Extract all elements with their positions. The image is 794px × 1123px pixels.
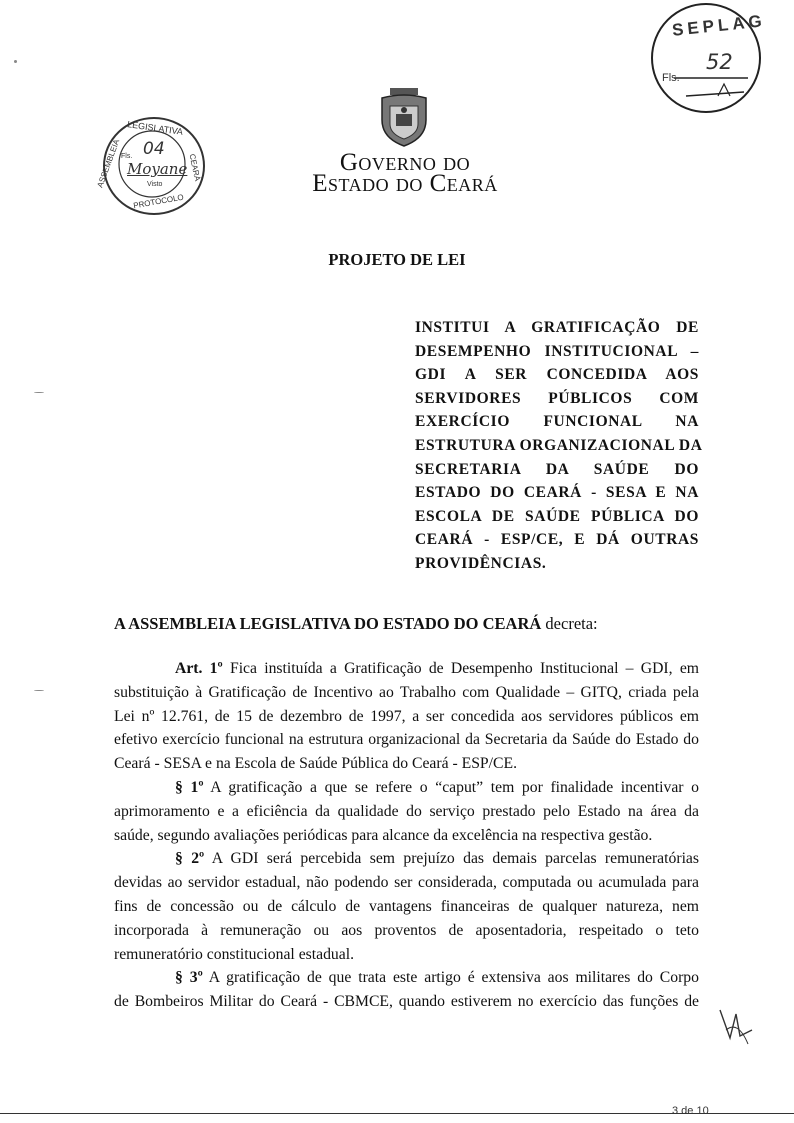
paragraph-1-line: aprimoramento e a eficiência da qualidade do serviço prestado pelo Estado na área da	[114, 802, 699, 820]
seplag-stamp-fls-label: Fls.	[662, 72, 680, 84]
government-header-line2: Estado do Ceará	[312, 170, 498, 197]
paragraph-3-label: § 3º	[175, 969, 203, 987]
seplag-stamp-fls-number: 52	[706, 50, 733, 74]
ementa-line: GDI A SER CONCEDIDA AOS	[415, 366, 699, 384]
paragraph-2-first-line	[114, 847, 699, 871]
protocol-stamp-visto-label: Visto	[147, 181, 163, 188]
margin-mark	[34, 690, 44, 691]
paragraph-2-line: remuneratório constitucional estadual.	[114, 945, 355, 963]
paragraph-1-label: § 1º	[175, 778, 204, 796]
protocol-stamp-ring-right: CEARÁ	[187, 153, 203, 182]
margin-mark	[34, 392, 44, 393]
protocol-stamp-ring-left: ASSEMBLEIA	[95, 138, 122, 189]
protocol-stamp-fls-number: 04	[143, 139, 165, 159]
ementa-line: ESTRUTURA ORGANIZACIONAL DA	[415, 436, 703, 454]
protocol-stamp-ring-top: LEGISLATIVA	[126, 119, 184, 137]
ementa-line: EXERCÍCIO FUNCIONAL NA	[415, 413, 699, 431]
paragraph-1-first-line	[114, 776, 699, 800]
ementa-line: INSTITUI A GRATIFICAÇÃO DE	[415, 319, 699, 336]
document-title: PROJETO DE LEI	[328, 250, 466, 269]
seplag-stamp	[650, 2, 767, 114]
paragraph-1	[114, 776, 699, 847]
paragraph-2-line: devidas ao servidor estadual, não podendo ser considerada, computada ou acumulada para	[114, 874, 699, 892]
protocol-stamp-signature: Moyane	[127, 160, 188, 178]
margin-mark	[14, 60, 17, 63]
paragraph-3-line: de Bombeiros Militar do Ceará - CBMCE, quando estiverem no exercício das funções de	[114, 993, 699, 1011]
paragraph-3-text: A gratificação de que trata este artigo é extensiva aos militares do Corpo	[202, 969, 699, 987]
article-1-line: Lei nº 12.761, de 15 de dezembro de 1997, a ser concedida aos servidores públicos em	[114, 707, 699, 725]
paragraph-2-line: fins de concessão ou de cálculo de vantagens financeiras de qualquer natureza, nem	[114, 897, 699, 915]
article-1-line: efetivo exercício funcional na estrutura organizacional da Secretaria da Saúde do Estado do	[114, 731, 699, 749]
government-header-second	[287, 170, 523, 198]
protocol-stamp-ring-bottom: PROTOCOLO	[132, 192, 185, 211]
enacting-clause	[114, 614, 598, 634]
paragraph-2-line: incorporada à remuneração ou aos proventos de aposentadoria, respeitado o teto	[114, 921, 699, 939]
protocol-stamp	[95, 117, 205, 215]
ementa-line: PROVIDÊNCIAS.	[415, 554, 547, 572]
paragraph-1-line: saúde, segundo avaliações periódicas para alcance da excelência na respectiva gestão.	[114, 826, 653, 844]
article-1-first-line	[114, 657, 699, 681]
enacting-clause-assembly: A ASSEMBLEIA LEGISLATIVA DO ESTADO DO CEARÁ	[114, 614, 542, 633]
seplag-stamp-ring-text: SEPLAG	[671, 11, 767, 40]
article-1-text: Fica instituída a Gratificação de Desempenho Institucional – GDI, em	[222, 660, 699, 677]
government-header-line1: Governo do	[339, 149, 471, 176]
paragraph-2	[114, 847, 699, 966]
initials-signature-icon	[708, 1000, 758, 1050]
ementa-line: SECRETARIA DA SAÚDE DO	[415, 460, 699, 478]
ementa-line: DESEMPENHO INSTITUCIONAL –	[415, 342, 699, 360]
ementa-line: SERVIDORES PÚBLICOS COM	[415, 389, 699, 407]
state-coat-of-arms-icon	[376, 86, 432, 148]
paragraph-2-text: A GDI será percebida sem prejuízo das demais parcelas remuneratórias	[204, 850, 699, 868]
paragraph-2-label: § 2º	[175, 850, 205, 868]
article-1-line: substituição à Gratificação de Incentivo ao Trabalho com Qualidade – GITQ, criada pela	[114, 683, 699, 701]
ementa-line: CEARÁ - ESP/CE, E DÁ OUTRAS	[415, 531, 699, 549]
ementa-line: ESTADO DO CEARÁ - SESA E NA	[415, 484, 699, 502]
page-number: 3 de 10	[672, 1105, 709, 1117]
ementa-block	[415, 316, 703, 576]
paragraph-1-text: A gratificação a que se refere o “caput” tem por finalidade incentivar o	[203, 778, 699, 796]
article-1-label: Art. 1º	[175, 660, 223, 677]
document-body	[114, 657, 699, 1014]
article-1-line: Ceará - SESA e na Escola de Saúde Pública do Ceará - ESP/CE.	[114, 755, 517, 773]
ementa-line: ESCOLA DE SAÚDE PÚBLICA DO	[415, 507, 699, 525]
protocol-stamp-fls-label: Fls.	[121, 153, 133, 160]
paragraph-3	[114, 966, 699, 1014]
enacting-clause-decreta: decreta:	[541, 614, 598, 633]
article-1	[114, 657, 699, 776]
paragraph-3-first-line	[114, 966, 699, 990]
